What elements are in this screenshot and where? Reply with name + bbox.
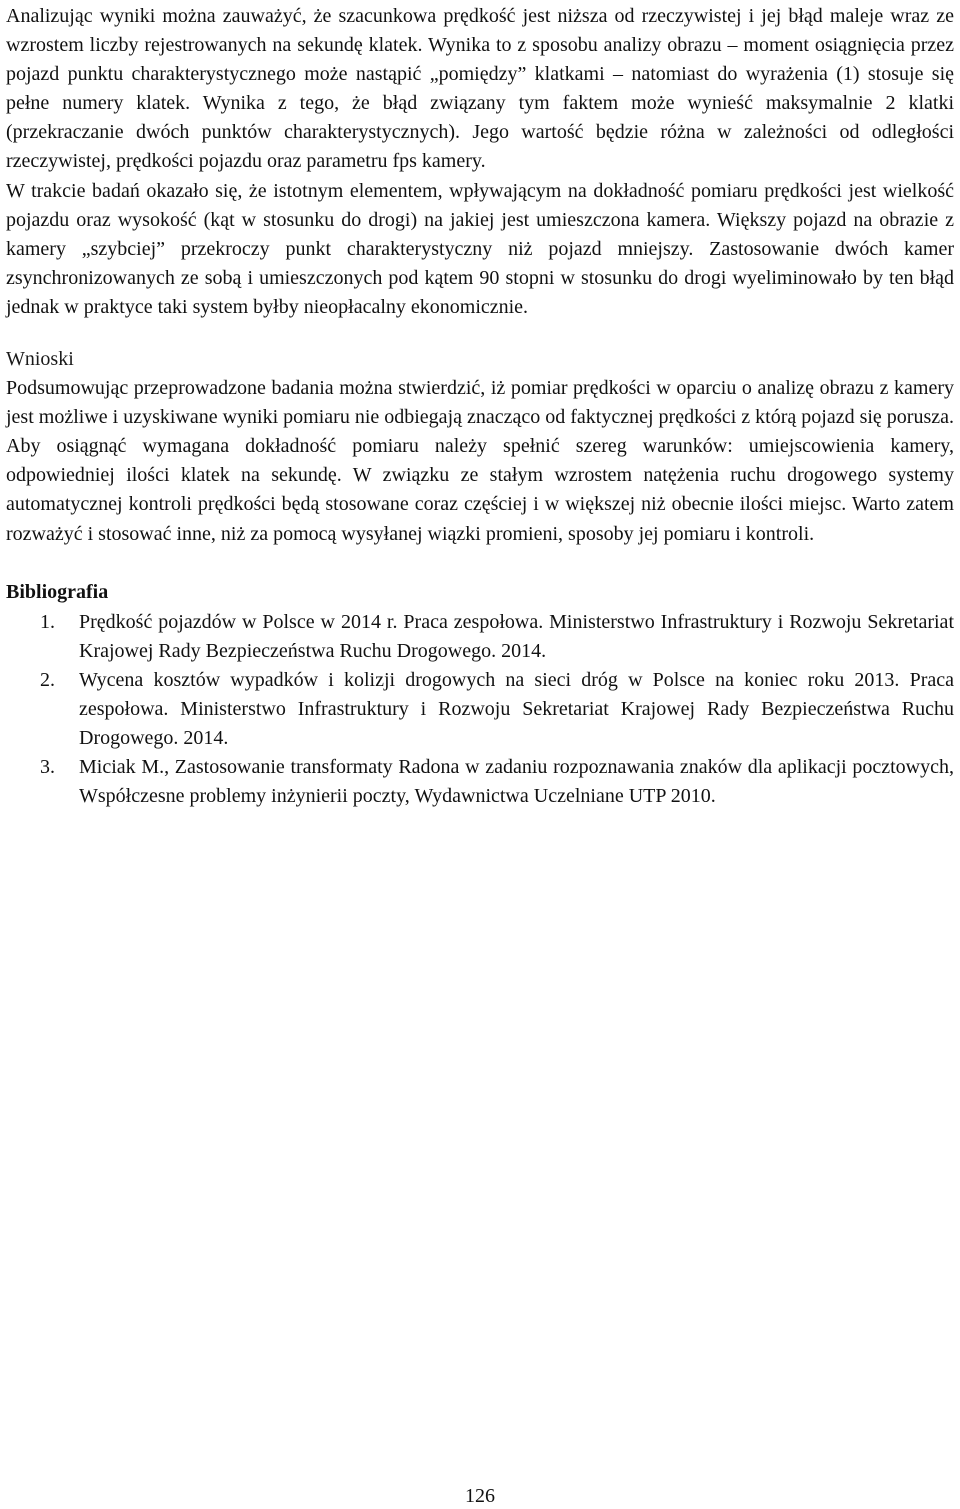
bibliography-item-text: Wycena kosztów wypadków i kolizji drogowych na sieci dróg w Polsce na koniec roku 2013. Praca zespołowa. Ministerstwo Infrastruktury i Rozwoju Sekretariat Krajowej Rady Bezpieczeństwa Ruchu Drogowego. 2014.	[79, 668, 954, 749]
page-number: 126	[465, 1485, 495, 1507]
conclusions-paragraph: Podsumowując przeprowadzone badania można stwierdzić, iż pomiar prędkości w oparciu o analizę obrazu z kamery jest możliwe i uzyskiwane wyniki pomiaru nie odbiegają znacząco od faktycznej prędkości z którą pojazd się porusza. Aby osiągnąć wymagana dokładność pomiaru należy spełnić szereg warunków: umiejscowienia kamery, odpowiedniej ilości klatek na sekundę. W związku ze stałym wzrostem natężenia ruchu drogowego systemy automatycznej kontroli prędkości będą stosowane coraz częściej i w większej niż obecnie ilości miejsc. Warto zatem rozważyć i stosować inne, niż za pomocą wysyłanej wiązki promieni, sposoby jej pomiaru i kontroli.	[6, 377, 954, 545]
bibliography-item-number: 3.	[40, 756, 55, 779]
paragraph-analysis: Analizując wyniki można zauważyć, że szacunkowa prędkość jest niższa od rzeczywistej i jej błąd maleje wraz ze wzrostem liczby rejestrowanych na sekundę klatek. Wynika to z sposobu analizy obrazu – moment osiągnięcia przez pojazd punktu charakterystycznego może nastąpić „pomiędzy” klatkami – natomiast do wyrażenia (1) stosuje się pełne numery klatek. Wynika z tego, że błąd związany tym faktem może wynieść maksymalnie 2 klatki (przekraczanie dwóch punktów charakterystycznych). Jego wartość będzie różna w zależności od odległości rzeczywistej, prędkości pojazdu oraz parametru fps kamery.	[6, 5, 954, 173]
paragraph-research-findings: W trakcie badań okazało się, że istotnym elementem, wpływającym na dokładność pomiaru prędkości jest wielkość pojazdu oraz wysokość (kąt w stosunku do drogi) na jakiej jest umieszczona kamera. Większy pojazd na obrazie z kamery „szybciej” przekroczy punkt charakterystyczny niż pojazd mniejszy. Zastosowanie dwóch kamer zsynchronizowanych ze sobą i umieszczonych pod kątem 90 stopni w stosunku do drogi wyeliminowało by ten błąd jednak w praktyce taki system byłby nieopłacalny ekonomicznie.	[6, 179, 954, 318]
bibliography-item-number: 1.	[40, 610, 55, 633]
document-page	[6, 0, 954, 811]
bibliography-item-number: 2.	[40, 668, 55, 691]
conclusions-heading: Wnioski	[6, 348, 74, 371]
bibliography-item	[6, 666, 954, 753]
bibliography-list	[6, 608, 954, 812]
bibliography-item	[6, 753, 954, 811]
bibliography-heading: Bibliografia	[6, 580, 109, 603]
bibliography-item-text: Miciak M., Zastosowanie transformaty Radona w zadaniu rozpoznawania znaków dla aplikacji pocztowych, Współczesne problemy inżynierii poczty, Wydawnictwa Uczelniane UTP 2010.	[79, 756, 954, 808]
bibliography-item	[6, 608, 954, 666]
bibliography-item-text: Prędkość pojazdów w Polsce w 2014 r. Praca zespołowa. Ministerstwo Infrastruktury i Rozwoju Sekretariat Krajowej Rady Bezpieczeństwa Ruchu Drogowego. 2014.	[79, 610, 954, 662]
